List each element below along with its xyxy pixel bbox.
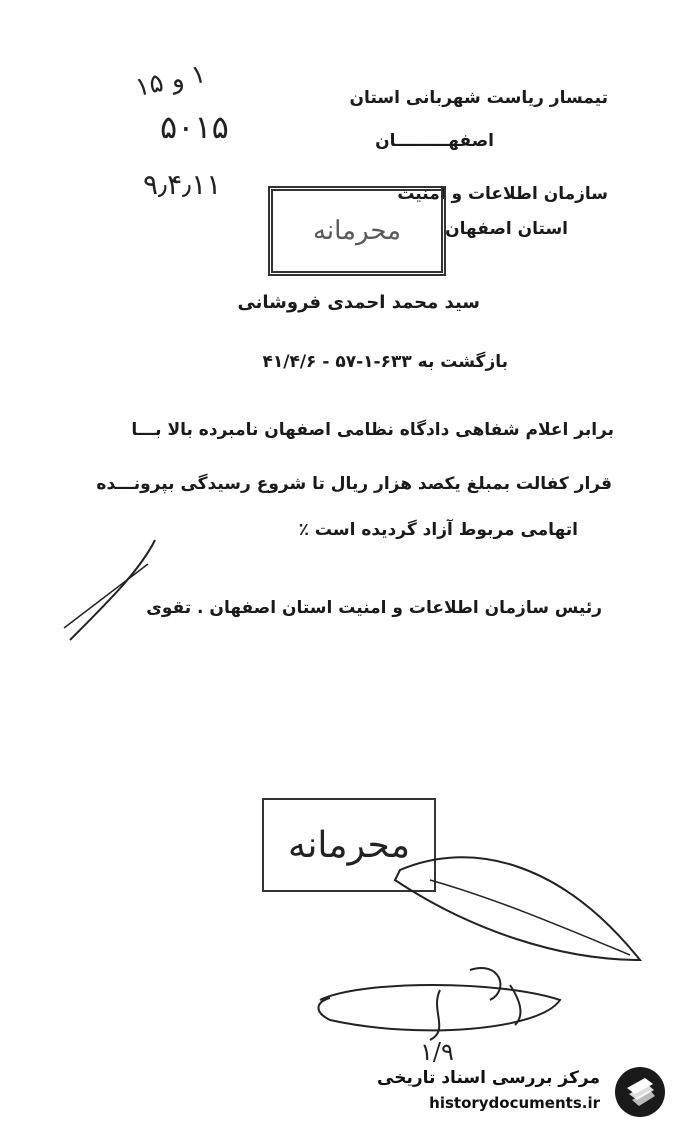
body-line-3: اتهامی مربوط آزاد گردیده است ٪ <box>298 520 578 540</box>
signature-stroke <box>64 564 148 628</box>
signature-loop <box>470 968 500 1000</box>
archive-url: historydocuments.ir <box>429 1094 600 1112</box>
body-line-1: برابر اعلام شفاهی دادگاه نظامی اصفهان نامبرده بالا بـــا <box>131 420 614 440</box>
stamp-label: محرمانه <box>312 216 402 246</box>
header-line-4: استان اصفهان <box>445 219 568 239</box>
handwritten-note: ۱ و ۱۵ <box>132 58 209 104</box>
reference-line: بازگشت به ۶۳۳-۱-۵۷ - ۴۱/۴/۶ <box>262 352 508 372</box>
handwritten-date: ۹٫۴٫۱۱ <box>143 168 222 201</box>
archive-name: مرکز بررسی اسناد تاریخی <box>377 1068 600 1088</box>
handwritten-number: ۵۰۱۵ <box>160 108 229 146</box>
handwritten-bottom-note: ۱/۹ <box>420 1038 454 1066</box>
header-line-2: اصفهـــــــــان <box>375 131 494 151</box>
header-line-3: سازمان اطلاعات و امنیت <box>397 184 608 204</box>
stamp-label: محرمانه <box>288 824 410 866</box>
signature-line: رئیس سازمان اطلاعات و امنیت استان اصفهان . تقوی <box>146 598 602 618</box>
body-line-2: قرار کفالت بمبلغ یکصد هزار ریال تا شروع رسیدگی بپرونـــده <box>96 474 612 494</box>
signature-loop <box>430 990 440 1040</box>
header-line-1: تیمسار ریاست شهربانی استان <box>349 88 608 108</box>
addressee: سید محمد احمدی فروشانی <box>237 292 480 313</box>
archive-logo <box>612 1064 668 1120</box>
signature-stroke <box>70 540 155 640</box>
